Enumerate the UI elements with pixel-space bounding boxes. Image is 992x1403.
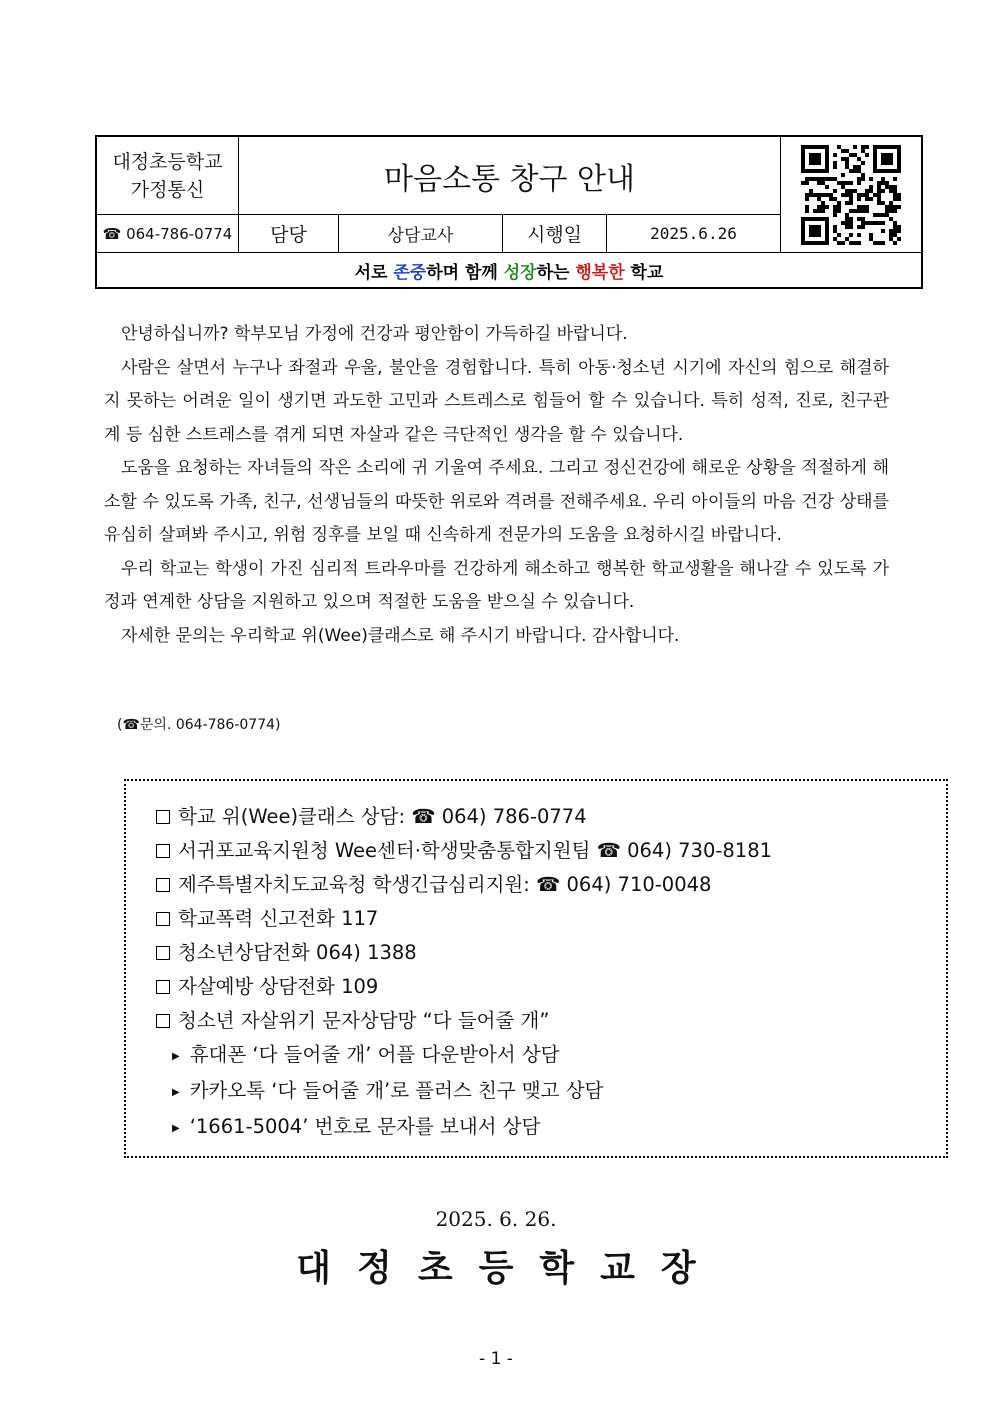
sub-item-text: ‘1661-5004’ 번호로 문자를 보내서 상담 (189, 1115, 541, 1138)
paragraph: 자세한 문의는 우리학교 위(Wee)클래스로 해 주시기 바랍니다. 감사합니다. (121, 625, 680, 646)
school-slogan (97, 253, 921, 287)
sub-item-text: 카카오톡 ‘다 들어줄 개’로 플러스 친구 맺고 상담 (189, 1079, 604, 1102)
manager-value: 상담교사 (339, 215, 503, 253)
newsletter-label: 가정통신 (130, 178, 205, 201)
checkbox-bullet-icon (156, 912, 170, 926)
signing-date: 2025. 6. 26. (435, 1207, 557, 1231)
list-item (156, 868, 772, 902)
triangle-bullet-icon: ▶ (172, 1087, 180, 1098)
hotline-text: 자살예방 상담전화 109 (178, 975, 379, 998)
checkbox-bullet-icon (156, 1014, 170, 1028)
slogan-part: 학교 (624, 262, 664, 283)
list-item (156, 1004, 772, 1038)
slogan-part: 존중 (393, 262, 427, 283)
slogan-part: 행복한 (575, 262, 625, 283)
slogan-part: 성장 (503, 262, 537, 283)
header-table (95, 135, 923, 289)
paragraph: 사람은 살면서 누구나 좌절과 우울, 불안을 경험합니다. 특히 아동·청소년 시기에 자신의 힘으로 해결하지 못하는 어려운 일이 생기면 과도한 고민과 스트레스로 힘들어 할 수 있습니다. 특히 성적, 진로, 친구관계 등 심한 스트레스를 겪게 되면 자살과 같은 극단적인 생각을 할 수 있습니다. (104, 357, 889, 445)
qr-code-cell (780, 137, 921, 253)
sub-item-text: 휴대폰 ‘다 들어줄 개’ 어플 다운받아서 상담 (189, 1043, 560, 1066)
checkbox-bullet-icon (156, 844, 170, 858)
school-phone: ☎ 064-786-0774 (97, 215, 239, 253)
triangle-bullet-icon: ▶ (172, 1123, 180, 1134)
hotline-text: 학교폭력 신고전화 117 (178, 907, 379, 930)
list-item (156, 970, 772, 1004)
list-item (156, 800, 772, 834)
hotline-text: 청소년 자살위기 문자상담망 “다 들어줄 개” (178, 1009, 550, 1032)
hotline-list (156, 800, 772, 1146)
hotline-text: 제주특별자치도교육청 학생긴급심리지원: ☎ 064) 710-0048 (178, 873, 712, 896)
sub-list-item (156, 1038, 772, 1074)
hotline-text: 서귀포교육지원청 Wee센터·학생맞춤통합지원팀 ☎ 064) 730-8181 (178, 839, 773, 862)
list-item (156, 902, 772, 936)
contact-note: (☎문의. 064-786-0774) (117, 717, 281, 733)
paragraph: 안녕하십니까? 학부모님 가정에 건강과 평안함이 가득하길 바랍니다. (121, 324, 628, 344)
paragraph: 도움을 요청하는 자녀들의 작은 소리에 귀 기울여 주세요. 그리고 정신건강에 해로운 상황을 적절하게 해소할 수 있도록 가족, 친구, 선생님들의 따뜻한 위로와 격려를 전해주세요. 우리 아이들의 마음 건강 상태를 유심히 살펴봐 주시고, 위험 징후를 보일 때 신속하게 전문가의 도움을 요청하시길 바랍니다. (104, 458, 889, 545)
list-item (156, 936, 772, 970)
triangle-bullet-icon: ▶ (172, 1051, 180, 1062)
date-value: 2025.6.26 (607, 215, 780, 253)
school-name-cell (97, 137, 239, 215)
principal-signature: 대정초등학교장 (296, 1247, 722, 1289)
sub-list-item (156, 1074, 772, 1110)
slogan-part: 서로 (354, 262, 394, 283)
hotline-text: 학교 위(Wee)클래스 상담: ☎ 064) 786-0774 (178, 805, 587, 828)
date-label: 시행일 (503, 215, 607, 253)
hotline-box (124, 779, 948, 1158)
sub-list-item (156, 1110, 772, 1146)
page-number: - 1 - (479, 1349, 513, 1369)
slogan-part: 하는 (536, 262, 576, 283)
checkbox-bullet-icon (156, 878, 170, 892)
school-name: 대정초등학교 (112, 150, 223, 173)
checkbox-bullet-icon (156, 946, 170, 960)
slogan-part: 하며 함께 (426, 262, 504, 283)
manager-label: 담당 (239, 215, 339, 253)
letter-body (104, 318, 889, 653)
hotline-text: 청소년상담전화 064) 1388 (178, 941, 417, 964)
paragraph: 우리 학교는 학생이 가진 심리적 트라우마를 건강하게 해소하고 행복한 학교생활을 해나갈 수 있도록 가정과 연계한 상담을 지원하고 있으며 적절한 도움을 받으실 수 있습니다. (104, 558, 889, 612)
checkbox-bullet-icon (156, 810, 170, 824)
document-title: 마음소통 창구 안내 (239, 137, 780, 215)
checkbox-bullet-icon (156, 980, 170, 994)
qr-code-icon[interactable] (801, 145, 901, 245)
list-item (156, 834, 772, 868)
